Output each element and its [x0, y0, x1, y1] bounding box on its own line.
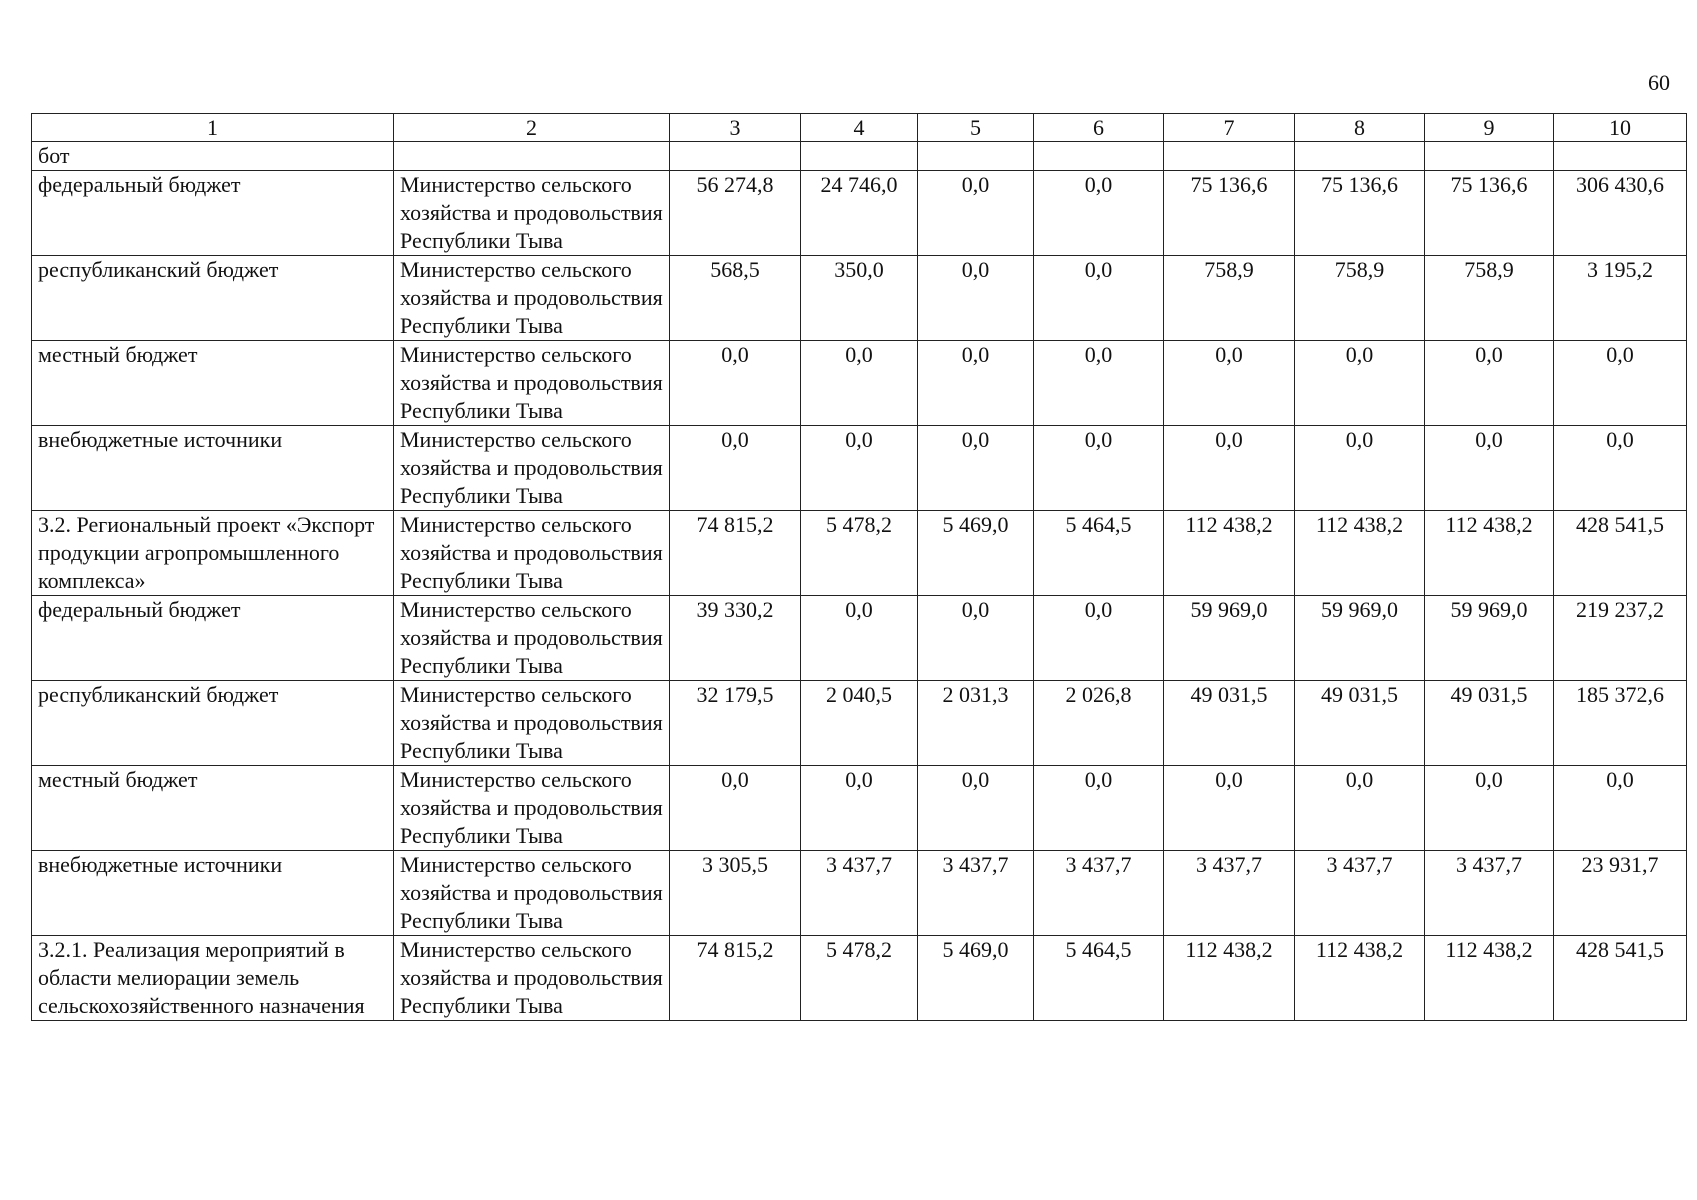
table-row [32, 426, 1687, 511]
executor-cell: Министерство сельского хозяйства и продовольствия Республики Тыва [394, 936, 670, 1021]
row-name-cell: федеральный бюджет [32, 171, 394, 256]
value-cell: 306 430,6 [1554, 171, 1687, 256]
table-row [32, 256, 1687, 341]
table-row [32, 766, 1687, 851]
value-cell: 59 969,0 [1295, 596, 1425, 681]
column-header: 6 [1034, 114, 1164, 142]
value-cell: 758,9 [1425, 256, 1554, 341]
row-name-cell: 3.2. Региональный проект «Экспорт продукции агропромышленного комплекса» [32, 511, 394, 596]
value-cell: 49 031,5 [1295, 681, 1425, 766]
column-header: 2 [394, 114, 670, 142]
value-cell: 0,0 [1554, 766, 1687, 851]
value-cell: 0,0 [1034, 426, 1164, 511]
column-header: 1 [32, 114, 394, 142]
value-cell: 49 031,5 [1425, 681, 1554, 766]
value-cell: 75 136,6 [1164, 171, 1295, 256]
value-cell: 3 195,2 [1554, 256, 1687, 341]
executor-cell: Министерство сельского хозяйства и продовольствия Республики Тыва [394, 171, 670, 256]
value-cell: 219 237,2 [1554, 596, 1687, 681]
value-cell: 0,0 [1164, 426, 1295, 511]
row-name-cell: республиканский бюджет [32, 681, 394, 766]
executor-cell: Министерство сельского хозяйства и продовольствия Республики Тыва [394, 766, 670, 851]
executor-cell: Министерство сельского хозяйства и продовольствия Республики Тыва [394, 681, 670, 766]
value-cell: 24 746,0 [801, 171, 918, 256]
empty-cell [394, 142, 670, 171]
empty-cell [1034, 142, 1164, 171]
value-cell: 0,0 [1034, 256, 1164, 341]
value-cell: 39 330,2 [670, 596, 801, 681]
column-header: 5 [918, 114, 1034, 142]
row-name-cell: федеральный бюджет [32, 596, 394, 681]
value-cell: 112 438,2 [1164, 511, 1295, 596]
column-header: 9 [1425, 114, 1554, 142]
table-row [32, 596, 1687, 681]
column-header: 3 [670, 114, 801, 142]
executor-cell: Министерство сельского хозяйства и продовольствия Республики Тыва [394, 511, 670, 596]
empty-cell [801, 142, 918, 171]
value-cell: 5 469,0 [918, 511, 1034, 596]
value-cell: 74 815,2 [670, 511, 801, 596]
value-cell: 112 438,2 [1295, 511, 1425, 596]
continuation-text: бот [32, 142, 394, 171]
empty-cell [1425, 142, 1554, 171]
column-header: 7 [1164, 114, 1295, 142]
column-header: 4 [801, 114, 918, 142]
table-body [32, 142, 1687, 1021]
value-cell: 0,0 [1295, 341, 1425, 426]
table-row [32, 681, 1687, 766]
value-cell: 3 437,7 [1034, 851, 1164, 936]
value-cell: 0,0 [1034, 341, 1164, 426]
value-cell: 0,0 [1295, 766, 1425, 851]
value-cell: 3 305,5 [670, 851, 801, 936]
value-cell: 0,0 [1425, 341, 1554, 426]
value-cell: 0,0 [918, 171, 1034, 256]
value-cell: 5 469,0 [918, 936, 1034, 1021]
value-cell: 2 040,5 [801, 681, 918, 766]
table-row [32, 171, 1687, 256]
empty-cell [918, 142, 1034, 171]
row-name-cell: 3.2.1. Реализация мероприятий в области мелиорации земель сельскохозяйственного назначения [32, 936, 394, 1021]
empty-cell [670, 142, 801, 171]
value-cell: 56 274,8 [670, 171, 801, 256]
executor-cell: Министерство сельского хозяйства и продовольствия Республики Тыва [394, 426, 670, 511]
table-row [32, 936, 1687, 1021]
budget-table [31, 113, 1687, 1021]
value-cell: 75 136,6 [1295, 171, 1425, 256]
row-name-cell: внебюджетные источники [32, 426, 394, 511]
continuation-row [32, 142, 1687, 171]
executor-cell: Министерство сельского хозяйства и продовольствия Республики Тыва [394, 256, 670, 341]
table-row [32, 341, 1687, 426]
value-cell: 3 437,7 [1295, 851, 1425, 936]
value-cell: 5 464,5 [1034, 511, 1164, 596]
value-cell: 112 438,2 [1164, 936, 1295, 1021]
value-cell: 0,0 [670, 426, 801, 511]
executor-cell: Министерство сельского хозяйства и продовольствия Республики Тыва [394, 596, 670, 681]
table-row [32, 511, 1687, 596]
value-cell: 428 541,5 [1554, 511, 1687, 596]
value-cell: 74 815,2 [670, 936, 801, 1021]
column-number-row [32, 114, 1687, 142]
value-cell: 5 478,2 [801, 511, 918, 596]
value-cell: 112 438,2 [1295, 936, 1425, 1021]
row-name-cell: местный бюджет [32, 766, 394, 851]
value-cell: 0,0 [670, 341, 801, 426]
row-name-cell: республиканский бюджет [32, 256, 394, 341]
value-cell: 0,0 [801, 426, 918, 511]
executor-cell: Министерство сельского хозяйства и продовольствия Республики Тыва [394, 851, 670, 936]
value-cell: 3 437,7 [918, 851, 1034, 936]
value-cell: 3 437,7 [801, 851, 918, 936]
value-cell: 0,0 [1164, 766, 1295, 851]
value-cell: 0,0 [918, 426, 1034, 511]
value-cell: 0,0 [918, 341, 1034, 426]
value-cell: 23 931,7 [1554, 851, 1687, 936]
executor-cell: Министерство сельского хозяйства и продовольствия Республики Тыва [394, 341, 670, 426]
column-header: 8 [1295, 114, 1425, 142]
value-cell: 0,0 [1034, 171, 1164, 256]
value-cell: 568,5 [670, 256, 801, 341]
value-cell: 185 372,6 [1554, 681, 1687, 766]
value-cell: 0,0 [1295, 426, 1425, 511]
empty-cell [1295, 142, 1425, 171]
value-cell: 428 541,5 [1554, 936, 1687, 1021]
value-cell: 0,0 [918, 256, 1034, 341]
value-cell: 0,0 [801, 766, 918, 851]
value-cell: 2 026,8 [1034, 681, 1164, 766]
value-cell: 0,0 [801, 596, 918, 681]
value-cell: 0,0 [1554, 341, 1687, 426]
value-cell: 112 438,2 [1425, 511, 1554, 596]
value-cell: 59 969,0 [1164, 596, 1295, 681]
value-cell: 32 179,5 [670, 681, 801, 766]
value-cell: 49 031,5 [1164, 681, 1295, 766]
value-cell: 0,0 [801, 341, 918, 426]
column-header: 10 [1554, 114, 1687, 142]
value-cell: 350,0 [801, 256, 918, 341]
empty-cell [1554, 142, 1687, 171]
value-cell: 112 438,2 [1425, 936, 1554, 1021]
value-cell: 0,0 [918, 596, 1034, 681]
value-cell: 0,0 [1554, 426, 1687, 511]
row-name-cell: внебюджетные источники [32, 851, 394, 936]
value-cell: 0,0 [1034, 596, 1164, 681]
value-cell: 0,0 [1164, 341, 1295, 426]
value-cell: 0,0 [918, 766, 1034, 851]
row-name-cell: местный бюджет [32, 341, 394, 426]
value-cell: 3 437,7 [1164, 851, 1295, 936]
value-cell: 2 031,3 [918, 681, 1034, 766]
value-cell: 75 136,6 [1425, 171, 1554, 256]
empty-cell [1164, 142, 1295, 171]
value-cell: 758,9 [1295, 256, 1425, 341]
value-cell: 5 478,2 [801, 936, 918, 1021]
value-cell: 0,0 [670, 766, 801, 851]
value-cell: 0,0 [1425, 426, 1554, 511]
table-row [32, 851, 1687, 936]
value-cell: 59 969,0 [1425, 596, 1554, 681]
value-cell: 0,0 [1425, 766, 1554, 851]
value-cell: 0,0 [1034, 766, 1164, 851]
value-cell: 3 437,7 [1425, 851, 1554, 936]
value-cell: 758,9 [1164, 256, 1295, 341]
value-cell: 5 464,5 [1034, 936, 1164, 1021]
page-number: 60 [1648, 70, 1670, 95]
